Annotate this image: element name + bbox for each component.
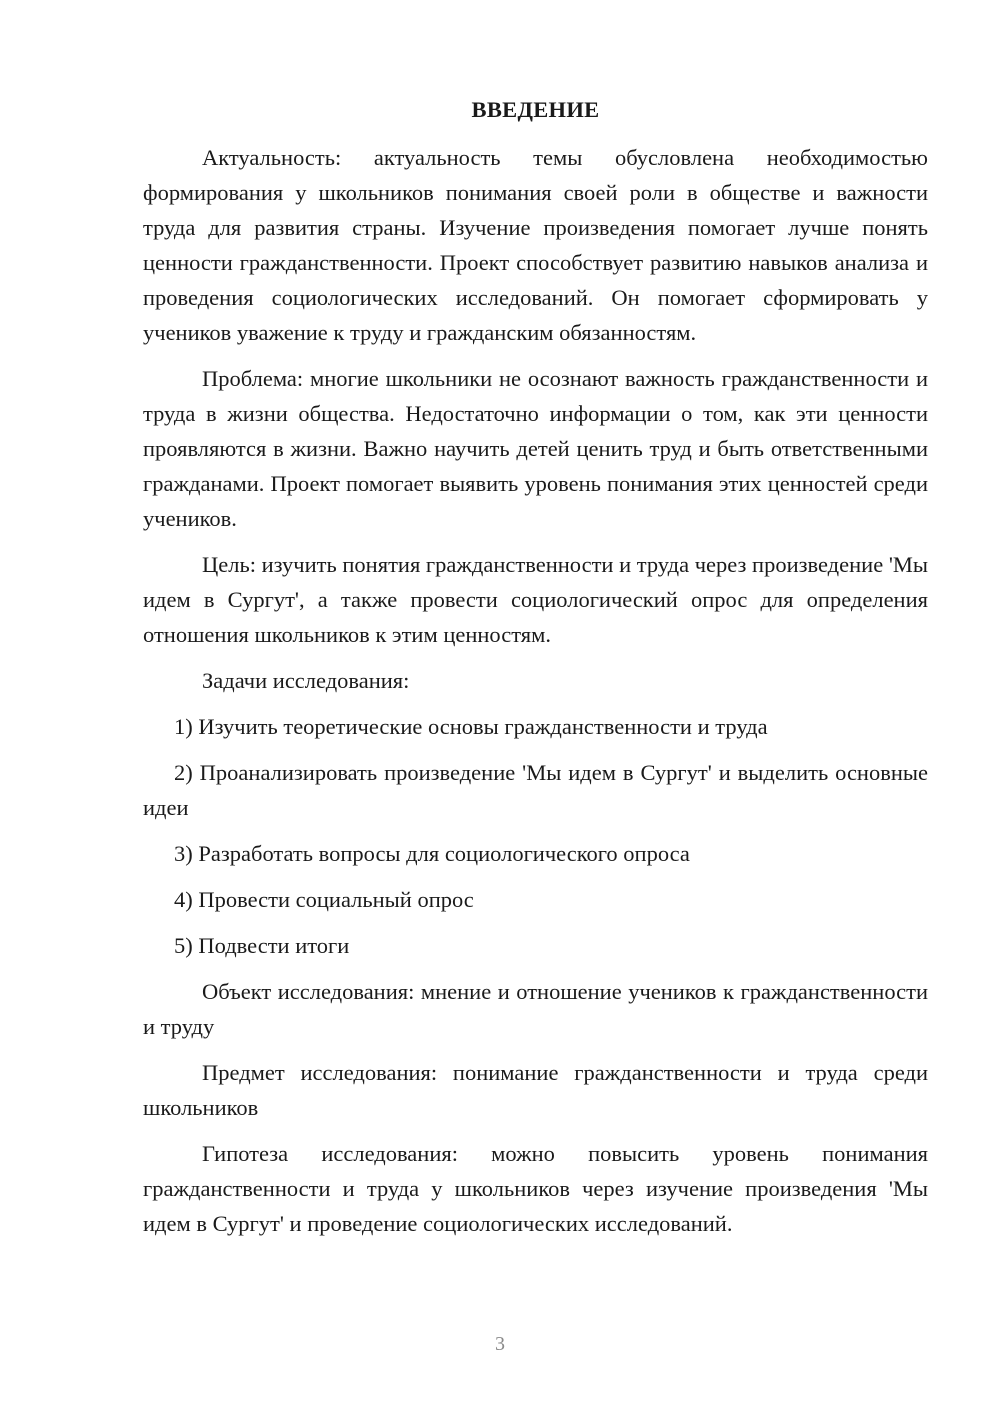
page-title: ВВЕДЕНИЕ bbox=[471, 97, 600, 122]
paragraph-relevance: Актуальность: актуальность темы обусловлена необходимостью формирования у школьников понимания своей роли в обществе и важности труда для развития страны. Изучение произведения помогает лучше понять ценности гражданственности. Проект способствует развитию навыков анализа и проведения социологических исследований. Он помогает сформировать у учеников уважение к труду и гражданским обязанностям. bbox=[143, 145, 928, 345]
page-content bbox=[143, 92, 928, 1252]
paragraph-subject: Предмет исследования: понимание гражданственности и труда среди школьников bbox=[143, 1060, 928, 1120]
list-item-task-2: 2) Проанализировать произведение 'Мы идем в Сургут' и выделить основные идеи bbox=[143, 760, 928, 820]
paragraph-problem: Проблема: многие школьники не осознают важность гражданственности и труда в жизни общества. Недостаточно информации о том, как эти ценности проявляются в жизни. Важно научить детей ценить труд и быть ответственными гражданами. Проект помогает выявить уровень понимания этих ценностей среди учеников. bbox=[143, 366, 928, 531]
list-item-task-3: 3) Разработать вопросы для социологического опроса bbox=[174, 841, 690, 866]
page-number: 3 bbox=[495, 1333, 505, 1355]
paragraph-goal: Цель: изучить понятия гражданственности и труда через произведение 'Мы идем в Сургут', а также провести социологический опрос для определения отношения школьников к этим ценностям. bbox=[143, 552, 928, 647]
list-item-task-1: 1) Изучить теоретические основы гражданственности и труда bbox=[174, 714, 768, 739]
paragraph-object: Объект исследования: мнение и отношение учеников к гражданственности и труду bbox=[143, 979, 928, 1039]
list-item-task-5: 5) Подвести итоги bbox=[174, 933, 350, 958]
paragraph-tasks-heading: Задачи исследования: bbox=[202, 668, 410, 693]
paragraph-hypothesis: Гипотеза исследования: можно повысить уровень понимания гражданственности и труда у школьников через изучение произведения 'Мы идем в Сургут' и проведение социологических исследований. bbox=[143, 1141, 928, 1236]
list-item-task-4: 4) Провести социальный опрос bbox=[174, 887, 474, 912]
